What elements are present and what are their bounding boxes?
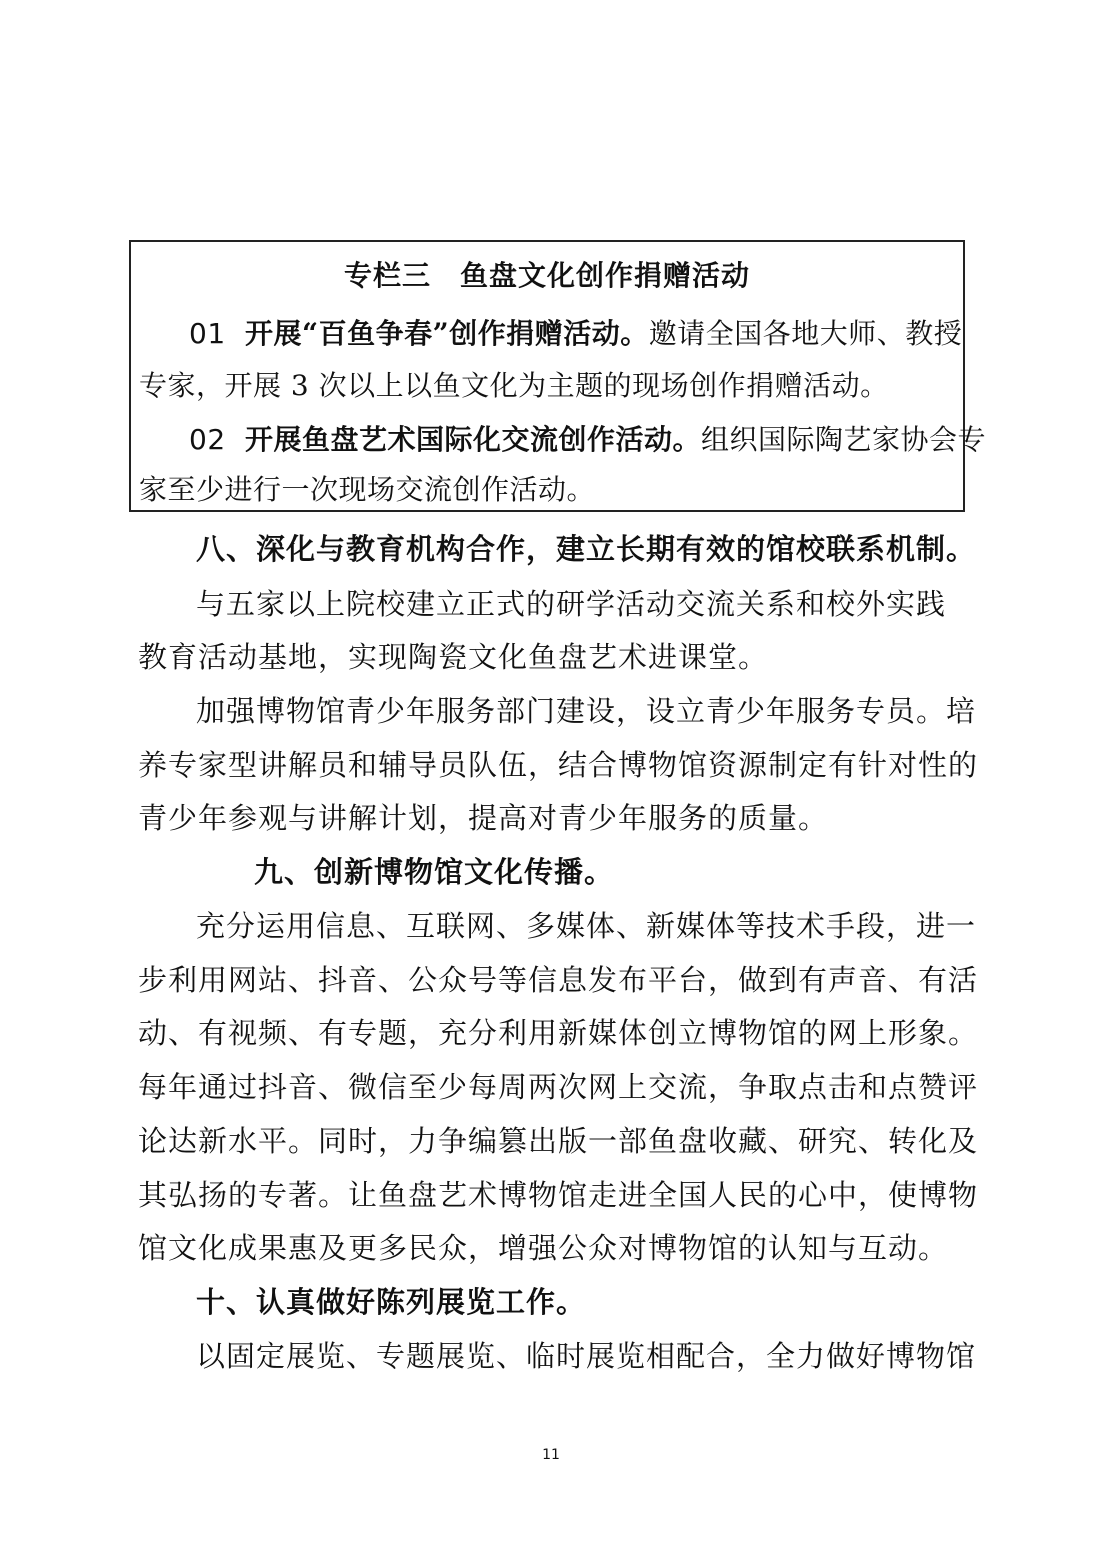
section-10-heading: 十、认真做好陈列展览工作。 [196, 1285, 587, 1319]
section-8-paragraph-1-line-2: 教育活动基地，实现陶瓷文化鱼盘艺术进课堂。 [138, 640, 769, 674]
column-item-1-number: 01 [189, 317, 226, 350]
section-8-paragraph-2-line-2: 养专家型讲解员和辅导员队伍，结合博物馆资源制定有针对性的 [138, 748, 979, 782]
section-8-paragraph-2-line-3: 青少年参观与讲解计划，提高对青少年服务的质量。 [138, 801, 829, 835]
section-9-line-2: 步利用网站、抖音、公众号等信息发布平台，做到有声音、有活 [138, 963, 979, 997]
section-9-line-3: 动、有视频、有专题，充分利用新媒体创立博物馆的网上形象。 [138, 1016, 979, 1050]
section-9-heading: 九、创新博物馆文化传播。 [254, 855, 615, 889]
column-item-1-heading: 开展“百鱼争春”创作捐赠活动。 [245, 317, 649, 350]
column-item-2-heading: 开展鱼盘艺术国际化交流创作活动。 [245, 423, 702, 456]
column-item-2-number: 02 [189, 423, 226, 456]
column-item-1-text-a: 邀请全国各地大师、教授 [648, 317, 963, 350]
column-item-2-line-2: 家至少进行一次现场交流创作活动。 [139, 473, 596, 506]
page-number: 11 [542, 1447, 560, 1463]
column-box [129, 240, 987, 512]
section-8-paragraph-1-line-1: 与五家以上院校建立正式的研学活动交流关系和校外实践 [196, 587, 947, 621]
column-item-1-line-2: 专家，开展 3 次以上以鱼文化为主题的现场创作捐赠活动。 [139, 369, 889, 402]
section-8-paragraph-2-line-1: 加强博物馆青少年服务部门建设，设立青少年服务专员。培 [196, 694, 977, 728]
column-box-title: 专栏三 鱼盘文化创作捐赠活动 [343, 259, 750, 292]
column-item-1-line-1 [189, 314, 962, 354]
section-9-line-4: 每年通过抖音、微信至少每周两次网上交流，争取点击和点赞评 [138, 1070, 979, 1104]
section-8-heading: 八、深化与教育机构合作，建立长期有效的馆校联系机制。 [196, 532, 977, 566]
section-9-line-1: 充分运用信息、互联网、多媒体、新媒体等技术手段，进一 [196, 909, 977, 943]
section-9-line-6: 其弘扬的专著。让鱼盘艺术博物馆走进全国人民的心中，使博物 [138, 1178, 979, 1212]
section-10-line-1: 以固定展览、专题展览、临时展览相配合，全力做好博物馆 [196, 1339, 977, 1373]
section-9-line-7: 馆文化成果惠及更多民众，增强公众对博物馆的认知与互动。 [138, 1231, 949, 1265]
section-9-line-5: 论达新水平。同时，力争编篡出版一部鱼盘收藏、研究、转化及 [138, 1124, 979, 1158]
column-item-2-text-a: 组织国际陶艺家协会专 [701, 423, 987, 456]
column-item-2-line-1 [189, 420, 986, 460]
